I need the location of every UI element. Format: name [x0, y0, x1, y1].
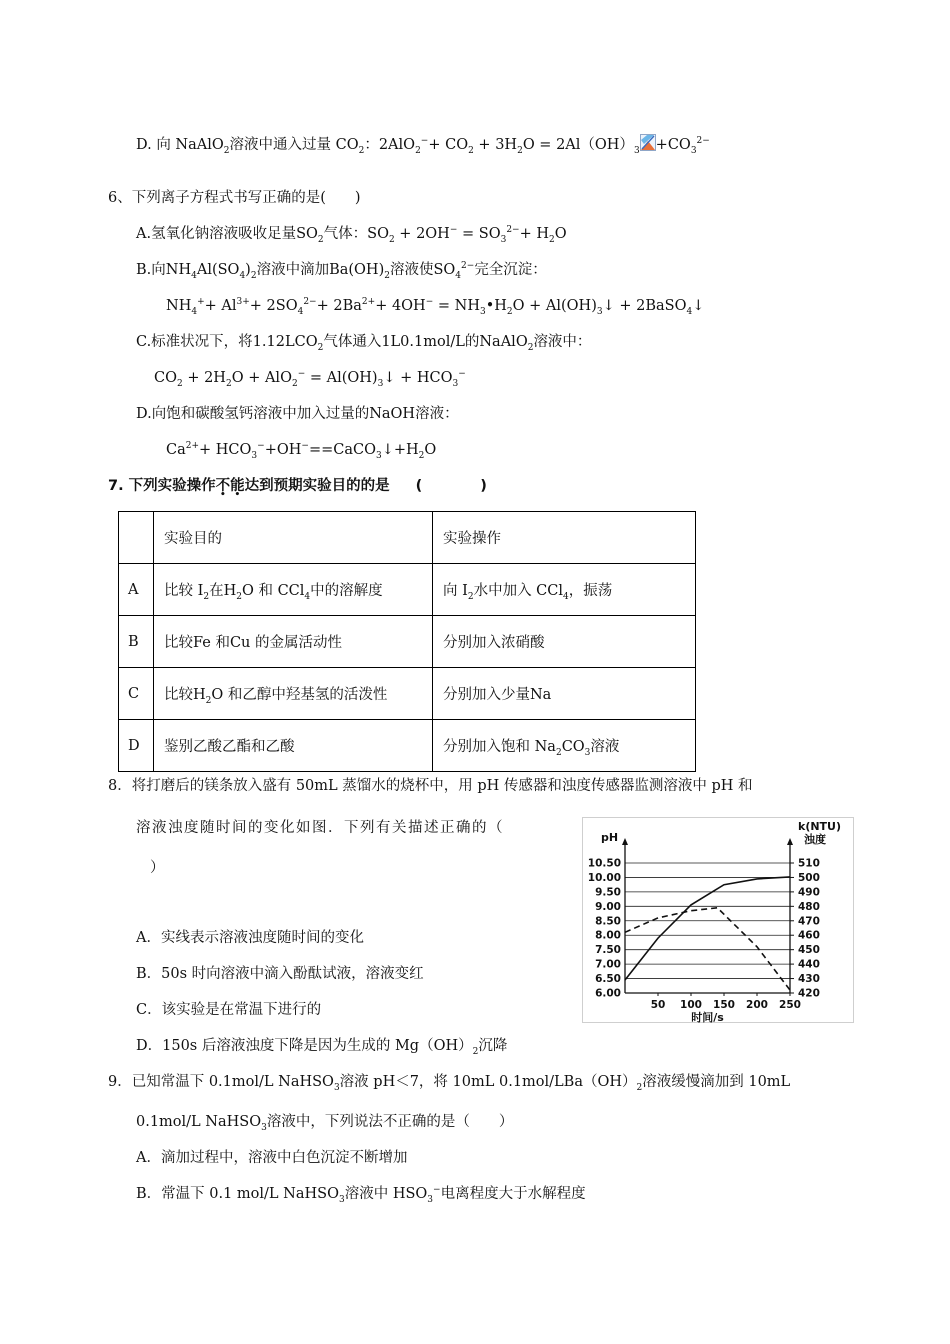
row-key: C [119, 668, 154, 720]
x-tick-label: 200 [746, 999, 768, 1011]
row-operation: 向 $I_2$水中加入 CCl$_4$，振荡 [433, 564, 696, 616]
experiment-table [118, 511, 696, 772]
q6-option-d-equation: $Ca^{2+}+$ $HCO_3^-+OH^-==CaCO_3↓+H_2O$ [166, 441, 437, 461]
x-axis-label: 时间/s [691, 1011, 724, 1023]
table-row [119, 668, 696, 720]
y-left-tick-label: 7.50 [595, 944, 621, 957]
y-left-tick-label: 7.00 [595, 958, 621, 971]
q8-option-d: D．150s 后溶液浊度下降是因为生成的 $Mg(OH)_2$沉降 [136, 1038, 508, 1057]
row-goal: 鉴别乙酸乙酯和乙酸 [154, 720, 433, 772]
q6-option-b-equation: $NH_4^++ Al^{3+}+ 2SO_4^{2-}+ 2Ba^{2+}+ 4OH^-$ = $NH_3•H_2O$ + $Al(OH)_3↓$ + 2BaSO$_4$↓ [166, 297, 705, 317]
q8-stem-line3: ） [150, 860, 165, 876]
ph-turbidity-chart [582, 817, 854, 1023]
emphasis-neng: 能 [230, 478, 245, 494]
y-left-tick-label: 10.00 [587, 871, 621, 884]
y-left-tick-label: 6.00 [595, 987, 621, 1000]
row-operation: 分别加入少量Na [433, 668, 696, 720]
broken-image-icon [640, 134, 656, 151]
q9-stem-line2: 0.1mol/L NaHSO$_3$溶液中，下列说法不正确的是（ ） [136, 1114, 514, 1133]
y-left-axis-label: pH [601, 831, 619, 844]
table-header-row [119, 512, 696, 564]
y-right-tick-label: 490 [798, 886, 820, 899]
q6-option-c-equation: $CO_2 + 2H_2O + AlO_2^-$ = $Al(OH)_3↓ + HCO_3^-$ [154, 369, 466, 389]
y-right-tick-label: 450 [798, 944, 820, 957]
y-right-tick-label: 470 [798, 915, 820, 928]
q6-stem: 6、下列离子方程式书写正确的是( ) [108, 190, 361, 206]
y-left-tick-label: 8.50 [595, 915, 621, 928]
q7-stem: 7. 下列实验操作不能达到预期实验目的的是 ( ) [108, 478, 487, 494]
x-tick-label: 150 [713, 999, 735, 1011]
y-right-tick-label: 500 [798, 871, 820, 884]
y-right-tick-label: 420 [798, 987, 820, 1000]
table-row [119, 616, 696, 668]
y-left-tick-label: 6.50 [595, 973, 621, 986]
q9-stem-line1: 9．已知常温下 0.1mol/L NaHSO$_3$溶液 pH＜7，将 10mL $0.1mol/LBa(OH)_2$溶液缓慢滴加到 10mL [108, 1074, 791, 1093]
row-operation: 分别加入饱和 $Na_2CO_3$溶液 [433, 720, 696, 772]
q8-option-b: B．50s 时向溶液中滴入酚酞试液，溶液变红 [136, 966, 424, 982]
y-right-tick-label: 430 [798, 973, 820, 986]
table-header-operation: 实验操作 [433, 512, 696, 564]
q6-option-b: B.向$NH_4Al(SO_4)_2$溶液中滴加$Ba(OH)_2$溶液使$SO_4^{2-}$完全沉淀： [136, 261, 547, 281]
x-tick-label: 50 [650, 999, 666, 1011]
y-right-axis-unit: k(NTU) [798, 820, 842, 833]
y-right-axis-label: 浊度 [804, 833, 826, 846]
table-header-goal: 实验目的 [154, 512, 433, 564]
q6-option-c: C.标准状况下，将$1.12LCO_2$气体通入1L0.1mol/L的NaAlO$_2$溶液中： [136, 334, 592, 353]
y-left-tick-label: 9.00 [595, 900, 621, 913]
q9-option-a: A．滴加过程中，溶液中白色沉淀不断增加 [136, 1150, 408, 1166]
q8-option-a: A．实线表示溶液浊度随时间的变化 [136, 930, 364, 946]
x-tick-label: 250 [779, 999, 801, 1011]
row-key: B [119, 616, 154, 668]
row-goal: 比较$H_2O$ 和乙醇中羟基氢的活泼性 [154, 668, 433, 720]
q6-option-d: D.向饱和碳酸氢钙溶液中加入过量的NaOH溶液： [136, 406, 459, 422]
table-cell [119, 512, 154, 564]
y-left-tick-label: 10.50 [587, 857, 621, 870]
x-tick-label: 100 [680, 999, 702, 1011]
row-goal: 比较 $I_2$在$H_2O$ 和 CCl$_4$中的溶解度 [154, 564, 433, 616]
table-row [119, 564, 696, 616]
row-goal: 比较Fe 和Cu 的金属活动性 [154, 616, 433, 668]
y-left-tick-label: 8.00 [595, 929, 621, 942]
table-row [119, 720, 696, 772]
y-right-tick-label: 440 [798, 958, 820, 971]
q9-option-b: B．常温下 0.1 mol/L NaHSO$_3$溶液中 $HSO_3^-$电离程度大于水解程度 [136, 1185, 586, 1205]
row-operation: 分别加入浓硝酸 [433, 616, 696, 668]
row-key: D [119, 720, 154, 772]
y-right-tick-label: 510 [798, 857, 820, 870]
row-key: A [119, 564, 154, 616]
q8-option-c: C．该实验是在常温下进行的 [136, 1002, 322, 1018]
y-right-tick-label: 460 [798, 929, 820, 942]
emphasis-bu: 不 [215, 478, 231, 494]
q8-stem-line1: 8．将打磨后的镁条放入盛有 50mL 蒸馏水的烧杯中，用 pH 传感器和浊度传感器监测溶液中 pH 和 [108, 778, 753, 794]
q5-option-d: D. 向 NaAlO$_2$溶液中通入过量 $CO_2$：$2AlO_2^-+ CO_2 + 3H_2O = 2Al(OH)_3 +CO_3^{2-}$ [136, 134, 710, 155]
y-left-tick-label: 9.50 [595, 886, 621, 899]
q6-option-a: A.氢氧化钠溶液吸收足量$SO_2$气体：$SO_2 + 2OH^- = SO_3^{2-}+ H_2O$ [136, 225, 567, 245]
q8-stem-line2: 溶液浊度随时间的变化如图．下列有关描述正确的（ [136, 820, 504, 836]
y-right-tick-label: 480 [798, 900, 820, 913]
